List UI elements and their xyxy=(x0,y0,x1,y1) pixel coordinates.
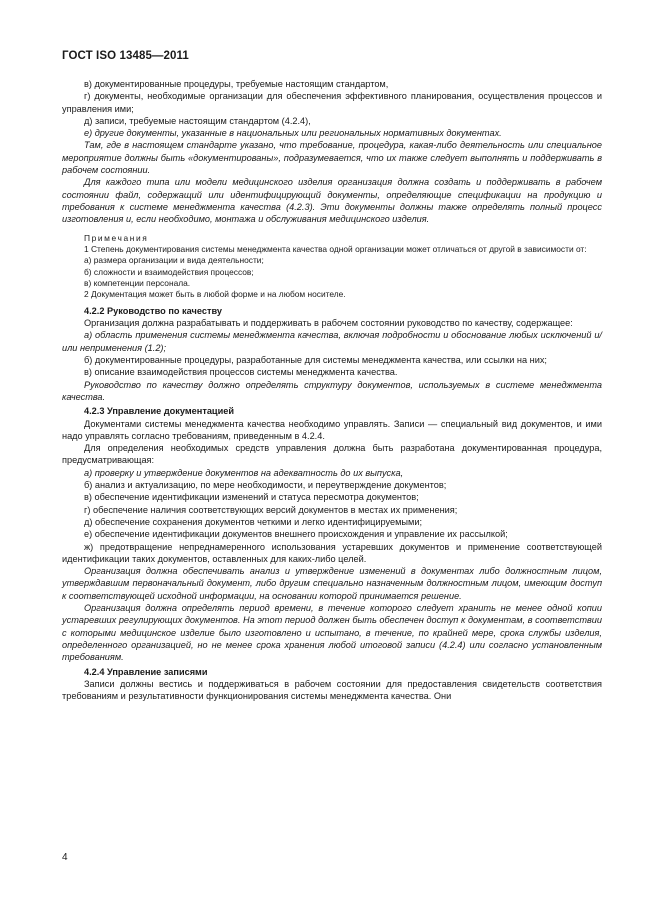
paragraph: д) обеспечение сохранения документов четкими и легко идентифицируемыми; xyxy=(84,516,423,527)
paragraph: б) сложности и взаимодействия процессов; xyxy=(84,266,254,277)
paragraph: в) описание взаимодействия процессов системы менеджмента качества. xyxy=(84,367,398,378)
paragraph: в) обеспечение идентификации изменений и статуса пересмотра документов; xyxy=(84,492,419,503)
paragraph: Руководство по качеству должно определять структуру документов, используемых в системе менеджмента качества. xyxy=(62,379,602,402)
paragraph: г) обеспечение наличия соответствующих версий документов в местах их применения; xyxy=(84,504,458,515)
paragraph: 2 Документация может быть в любой форме и на любом носителе. xyxy=(84,289,346,300)
paragraph: а) проверку и утверждение документов на адекватность до их выпуска, xyxy=(84,467,404,478)
paragraph: е) обеспечение идентификации документов внешнего происхождения и управление их рассылкой; xyxy=(84,529,508,540)
paragraph: е) другие документы, указанные в национальных или региональных нормативных документах. xyxy=(84,128,502,139)
paragraph: Для определения необходимых средств управления должна быть разработана документированная процедура, предусматривающая: xyxy=(62,443,602,466)
paragraph: Документами системы менеджмента качества необходимо управлять. Записи — специальный вид документов, и ими надо управлять согласно требованиям, приведенным в 4.2.4. xyxy=(62,418,602,441)
paragraph: в) компетенции персонала. xyxy=(84,278,191,289)
paragraph: г) документы, необходимые организации для обеспечения эффективного планирования, осуществления процессов и управления ими; xyxy=(62,91,602,114)
paragraph: Организация должна определять период времени, в течение которого следует хранить не менее одной копии устаревших регулирующих документов. На этот период должен быть обеспечен доступ к документам, в соответствии с которыми медицинское изделие было изготовлено и испытано, в течение, по крайней мере, срока службы изделия, определенного организацией, но не менее срока хранения любой итоговой записи (4.2.4) или согласно установленным требованиям. xyxy=(62,603,602,663)
page-number: 4 xyxy=(62,852,68,863)
paragraph: а) размера организации и вида деятельности; xyxy=(84,255,264,266)
paragraph: 1 Степень документирования системы менеджмента качества одной организации может отличаться от другой в зависимости от: xyxy=(84,243,587,254)
section-heading: 4.2.3 Управление документацией xyxy=(84,406,234,417)
document-body xyxy=(62,78,602,702)
section-heading: 4.2.2 Руководство по качеству xyxy=(84,305,222,316)
paragraph: Организация должна обеспечивать анализ и утверждение изменений в документах либо должностным лицом, утверждавшим первоначальный документ, либо другим специально назначенным должностным лицом, имеющим доступ к соответствующей исходной информации, на основании которой принимается решение. xyxy=(62,566,602,601)
paragraph: ж) предотвращение непреднамеренного использования устаревших документов и применение соответствующей идентификации таких документов, оставленных для каких-либо целей. xyxy=(62,541,602,564)
paragraph: б) анализ и актуализацию, по мере необходимости, и переутверждение документов; xyxy=(84,480,447,491)
paragraph: в) документированные процедуры, требуемые настоящим стандартом, xyxy=(84,79,389,89)
notes-heading: Примечания xyxy=(84,232,149,243)
paragraph: д) записи, требуемые настоящим стандартом (4.2.4), xyxy=(84,115,311,126)
paragraph: Организация должна разрабатывать и поддерживать в рабочем состоянии руководство по качеству, содержащее: xyxy=(84,318,573,329)
paragraph: Для каждого типа или модели медицинского изделия организация должна создать и поддерживать в рабочем состоянии файл, содержащий или идентифицирующий документы, определяющие спецификации на продукцию и требования к системе менеджмента качества (4.2.3). Эти документы должны также определять полный процесс изготовления и, если необходимо, монтажа и обслуживания медицинского изделия. xyxy=(62,177,602,225)
paragraph: б) документированные процедуры, разработанные для системы менеджмента качества, или ссылки на них; xyxy=(84,355,547,366)
section-heading: 4.2.4 Управление записями xyxy=(84,666,208,677)
document-header: ГОСТ ISO 13485—2011 xyxy=(62,50,189,62)
paragraph: Записи должны вестись и поддерживаться в рабочем состоянии для предоставления свидетельств соответствия требованиям и результативности функционирования системы менеджмента качества. Они xyxy=(62,678,602,702)
paragraph: Там, где в настоящем стандарте указано, что требование, процедура, какая-либо деятельность или специальное мероприятие должны быть «документированы», подразумевается, что их также следует выполнять и поддерживать в рабочем состоянии. xyxy=(62,140,602,176)
paragraph: а) область применения системы менеджмента качества, включая подробности и обоснование любых исключений и/или неприменения (1.2); xyxy=(62,330,602,353)
